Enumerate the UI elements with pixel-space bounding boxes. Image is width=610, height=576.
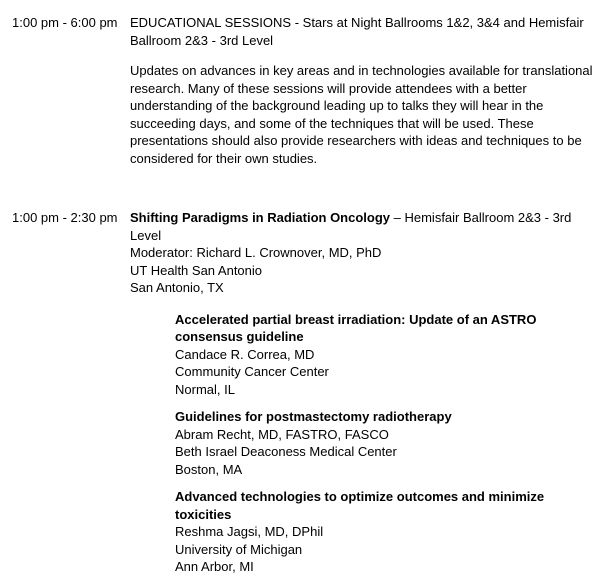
moderator-institution: UT Health San Antonio xyxy=(130,262,263,278)
session-title-location: – Hemisfair Ballroom 2&3 - 3rd Level xyxy=(130,210,572,243)
session-time: 1:00 pm - 2:30 pm xyxy=(12,210,118,225)
schedule-entry-shifting-paradigms xyxy=(12,209,610,576)
session-description: Updates on advances in key areas and in technologies available for translational research. Many of these sessions will provide attendees with a better understanding of the background leading up to talks they will hear in the succeeding days, and some of the techniques that will be used. These presentations should also provide researchers with ideas and techniques to be considered for their own studies. xyxy=(130,63,593,166)
talk-institution: University of Michigan xyxy=(175,541,303,557)
talk-location: Ann Arbor, MI xyxy=(175,559,254,574)
talk-title: Guidelines for postmastectomy radiotherapy xyxy=(175,409,452,424)
talk-location: Boston, MA xyxy=(175,461,243,477)
talk-institution: Community Cancer Center xyxy=(175,364,329,379)
moderator-location: San Antonio, TX xyxy=(130,280,224,295)
talk-item xyxy=(175,488,595,576)
session-content xyxy=(130,14,595,167)
talk-institution: Beth Israel Deaconess Medical Center xyxy=(175,444,397,459)
schedule-entry-educational-sessions xyxy=(12,14,610,167)
talk-title: Advanced technologies to optimize outcomes and minimize toxicities xyxy=(175,489,545,522)
talk-location: Normal, IL xyxy=(175,381,235,397)
session-content xyxy=(130,209,595,576)
session-title xyxy=(130,209,595,244)
talk-speaker: Abram Recht, MD, FASTRO, FASCO xyxy=(175,426,389,442)
session-time: 1:00 pm - 6:00 pm xyxy=(12,15,118,30)
talk-speaker: Reshma Jagsi, MD, DPhil xyxy=(175,524,324,539)
talk-list xyxy=(130,311,595,576)
talk-title: Accelerated partial breast irradiation: Update of an ASTRO consensus guideline xyxy=(175,311,537,344)
session-title-name: Shifting Paradigms in Radiation Oncology xyxy=(130,210,391,225)
talk-item xyxy=(175,311,595,399)
session-title: EDUCATIONAL SESSIONS - Stars at Night Ballrooms 1&2, 3&4 and Hemisfair Ballroom 2&3 - 3rd Level xyxy=(130,15,584,48)
moderator-line: Moderator: Richard L. Crownover, MD, PhD xyxy=(130,245,382,260)
talk-speaker: Candace R. Correa, MD xyxy=(175,346,315,362)
talk-item xyxy=(175,408,595,478)
